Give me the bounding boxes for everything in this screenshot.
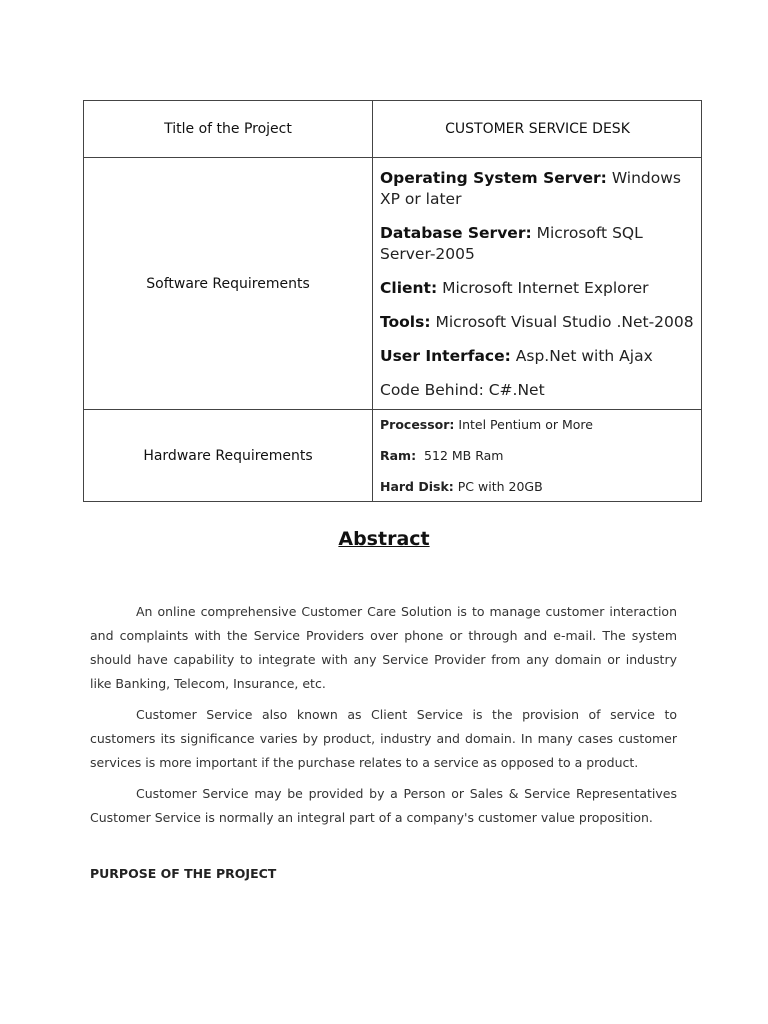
hardware-item-key: Hard Disk: xyxy=(380,479,454,494)
software-item-key: Operating System Server: xyxy=(380,169,607,187)
abstract-paragraph: Customer Service also known as Client Service is the provision of service to customers its significance varies by product, industry and domain. In many cases customer services is more important if the purchase relates to a service as opposed to a product. xyxy=(90,707,677,770)
hardware-item-key: Ram: xyxy=(380,448,417,463)
hardware-requirements-label: Hardware Requirements xyxy=(84,410,373,502)
software-item xyxy=(380,223,695,265)
table-row-hardware xyxy=(84,410,702,502)
table-row-project-title xyxy=(84,101,702,158)
table-row-software xyxy=(84,158,702,410)
software-item-value: Code Behind: C#.Net xyxy=(380,381,545,399)
purpose-heading: PURPOSE OF THE PROJECT xyxy=(90,866,277,881)
hardware-requirements-cell xyxy=(373,410,702,502)
hardware-item-value: Intel Pentium or More xyxy=(454,417,593,432)
software-item-key: Tools: xyxy=(380,313,431,331)
software-item xyxy=(380,312,695,333)
software-requirements-cell xyxy=(373,158,702,410)
software-item-value: Microsoft Internet Explorer xyxy=(437,279,649,297)
hardware-item-key: Processor: xyxy=(380,417,455,432)
abstract-body xyxy=(90,600,677,837)
requirements-table xyxy=(83,100,702,502)
hardware-item xyxy=(380,479,695,495)
abstract-paragraph: An online comprehensive Customer Care Solution is to manage customer interaction and complaints with the Service Providers over phone or through and e-mail. The system should have capability to integrate with any Service Provider from any domain or industry like Banking, Telecom, Insurance, etc. xyxy=(90,604,677,691)
abstract-paragraph: Customer Service may be provided by a Person or Sales & Service Representatives Customer Service is normally an integral part of a company's customer value proposition. xyxy=(90,786,677,825)
software-item-value: Microsoft Visual Studio .Net-2008 xyxy=(430,313,694,331)
hardware-item xyxy=(380,417,695,433)
project-title-label: Title of the Project xyxy=(84,101,373,158)
hardware-item-value: PC with 20GB xyxy=(453,479,543,494)
hardware-item-value: 512 MB Ram xyxy=(416,448,504,463)
software-item xyxy=(380,168,695,210)
project-title-value: CUSTOMER SERVICE DESK xyxy=(373,101,702,158)
abstract-heading: Abstract xyxy=(338,528,430,550)
software-item-value: Microsoft SQL Server-2005 xyxy=(380,224,643,263)
software-item xyxy=(380,278,695,299)
software-item-key: Client: xyxy=(380,279,438,297)
software-requirements-label: Software Requirements xyxy=(84,158,373,410)
software-item xyxy=(380,380,695,401)
hardware-item xyxy=(380,448,695,464)
software-item-value: Asp.Net with Ajax xyxy=(510,347,653,365)
software-item-key: Database Server: xyxy=(380,224,532,242)
software-item xyxy=(380,346,695,367)
software-item-value: Windows XP or later xyxy=(380,169,682,208)
software-item-key: User Interface: xyxy=(380,347,511,365)
